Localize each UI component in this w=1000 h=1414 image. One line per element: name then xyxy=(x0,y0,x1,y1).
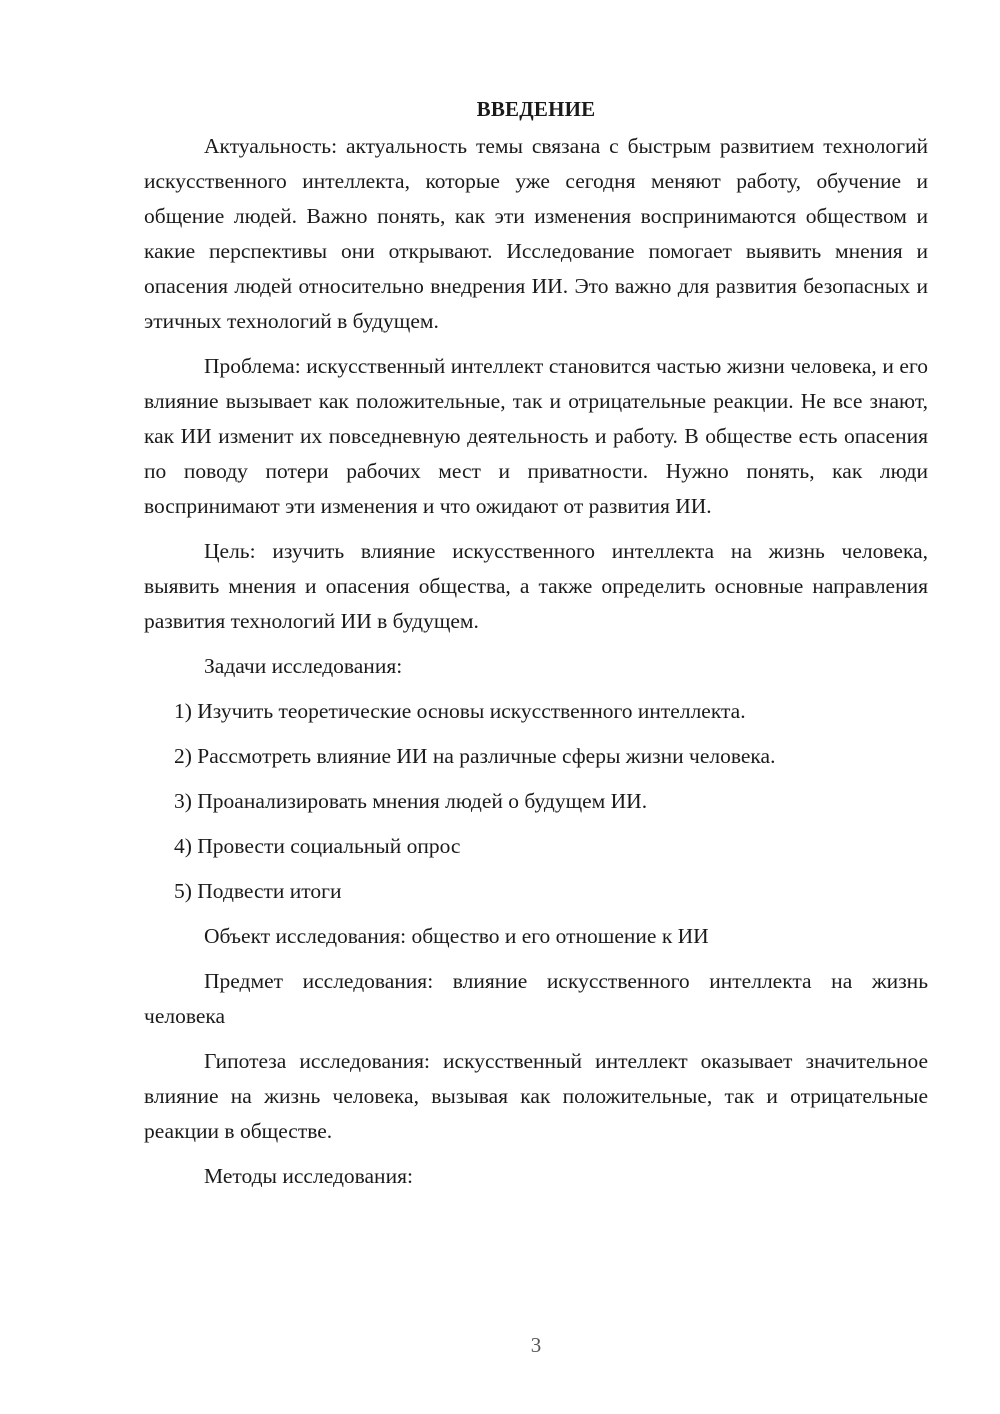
page-number: 3 xyxy=(530,1333,542,1357)
object-paragraph: Объект исследования: общество и его отношение к ИИ xyxy=(204,924,709,948)
problem-paragraph: Проблема: искусственный интеллект становится частью жизни человека, и его влияние вызывает как положительные, так и отрицательные реакции. Не все знают, как ИИ изменит их повседневную деятельность и работу. В обществе есть опасения по поводу потери рабочих мест и приватности. Нужно понять, как люди воспринимают эти изменения и что ожидают от развития ИИ. xyxy=(144,354,928,518)
task-item: 3) Проанализировать мнения людей о будущем ИИ. xyxy=(174,789,648,813)
task-item: 2) Рассмотреть влияние ИИ на различные сферы жизни человека. xyxy=(174,744,776,768)
goal-paragraph: Цель: изучить влияние искусственного интеллекта на жизнь человека, выявить мнения и опасения общества, а также определить основные направления развития технологий ИИ в будущем. xyxy=(144,539,928,633)
section-title: ВВЕДЕНИЕ xyxy=(476,97,596,121)
subject-paragraph: Предмет исследования: влияние искусственного интеллекта на жизнь человека xyxy=(144,969,928,1028)
hypothesis-paragraph: Гипотеза исследования: искусственный интеллект оказывает значительное влияние на жизнь человека, вызывая как положительные, так и отрицательные реакции в обществе. xyxy=(144,1049,928,1143)
relevance-paragraph: Актуальность: актуальность темы связана с быстрым развитием технологий искусственного интеллекта, которые уже сегодня меняют работу, обучение и общение людей. Важно понять, как эти изменения воспринимаются обществом и какие перспективы они открывают. Исследование помогает выявить мнения и опасения людей относительно внедрения ИИ. Это важно для развития безопасных и этичных технологий в будущем. xyxy=(144,134,928,333)
tasks-heading: Задачи исследования: xyxy=(204,654,403,678)
methods-heading: Методы исследования: xyxy=(204,1164,413,1188)
task-item: 1) Изучить теоретические основы искусственного интеллекта. xyxy=(174,699,746,723)
page-content xyxy=(144,92,928,1204)
task-item: 4) Провести социальный опрос xyxy=(174,834,461,858)
task-item: 5) Подвести итоги xyxy=(174,879,342,903)
